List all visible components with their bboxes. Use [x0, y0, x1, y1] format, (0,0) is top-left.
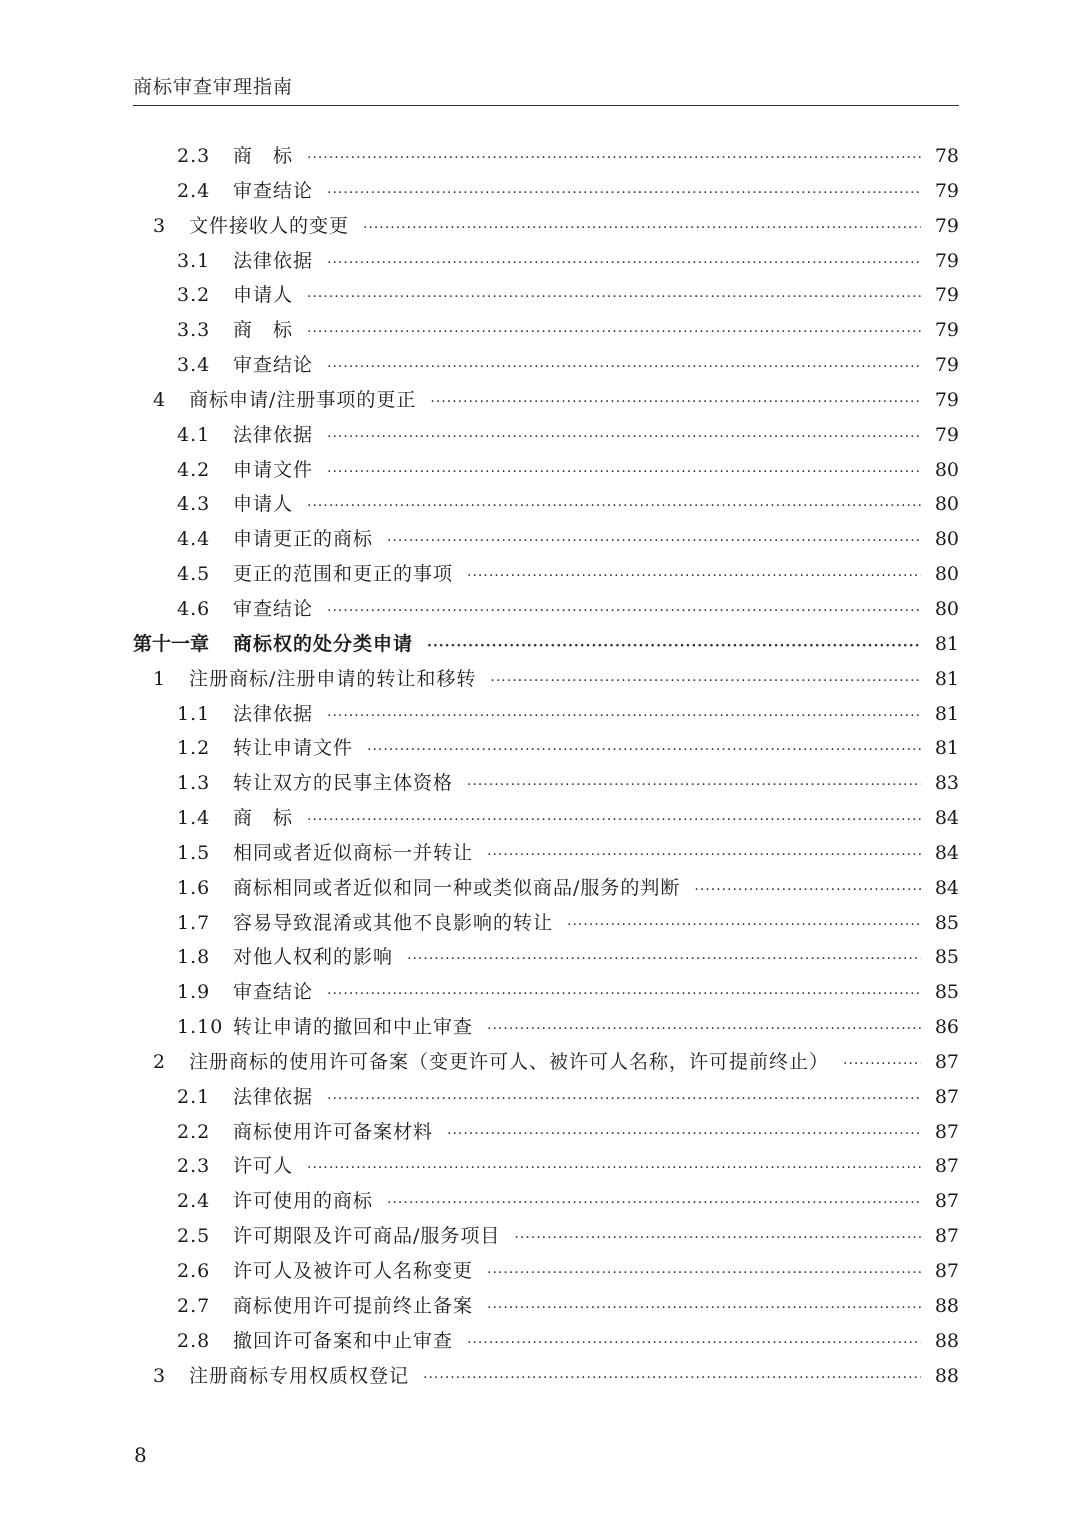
page-number: 8: [134, 1443, 147, 1467]
toc-entry[interactable]: [133, 1047, 959, 1082]
toc-entry-number: 4.6: [177, 597, 211, 620]
toc-entry-title: 更正的范围和更正的事项: [233, 563, 454, 586]
toc-entry[interactable]: [133, 420, 959, 455]
toc-entry-number: 4.3: [177, 493, 211, 516]
toc-entry-number: 1.6: [177, 876, 211, 899]
toc-entry-title: 许可人: [233, 1155, 294, 1178]
toc-entry-title: 许可使用的商标: [233, 1190, 374, 1213]
toc-dot-leader: [694, 882, 921, 898]
toc-dot-leader: [307, 812, 921, 828]
toc-entry-number: 4.4: [177, 528, 211, 551]
toc-entry-number: 2.6: [177, 1260, 211, 1282]
toc-entry[interactable]: [133, 733, 959, 768]
toc-entry-title: 法律依据: [233, 249, 314, 272]
toc-dot-leader: [447, 1126, 921, 1142]
toc-entry[interactable]: [133, 141, 959, 176]
toc-entry-title: 商 标: [233, 145, 294, 167]
toc-entry-number: 1.3: [177, 772, 211, 795]
toc-dot-leader: [367, 742, 921, 758]
toc-entry[interactable]: [133, 977, 959, 1012]
toc-entry-page: 85: [934, 911, 959, 934]
toc-entry-title: 转让申请的撤回和中止审查: [233, 1016, 474, 1039]
toc-entry-title: 商标权的处分类申请: [233, 632, 414, 655]
toc-entry-number: 1.9: [177, 981, 211, 1004]
toc-entry-title: 申请文件: [233, 458, 314, 481]
toc-dot-leader: [327, 255, 921, 271]
toc-entry-title: 对他人权利的影响: [233, 946, 394, 969]
toc-entry-page: 79: [934, 249, 959, 272]
toc-entry[interactable]: [133, 1291, 959, 1326]
header-rule: [133, 105, 959, 106]
toc-entry-number: 1: [153, 667, 166, 690]
toc-entry-page: 83: [934, 772, 959, 795]
toc-dot-leader: [430, 394, 921, 410]
toc-entry-title: 审查结论: [233, 981, 314, 1004]
toc-entry-title: 撤回许可备案和中止审查: [233, 1329, 454, 1352]
toc-entry-title: 商标使用许可提前终止备案: [233, 1294, 474, 1317]
toc-entry-title: 申请人: [233, 284, 294, 307]
toc-entry-title: 许可期限及许可商品/服务项目: [233, 1225, 501, 1248]
toc-entry-page: 87: [934, 1260, 959, 1282]
toc-entry-number: 2.5: [177, 1225, 211, 1248]
toc-entry-title: 转让双方的民事主体资格: [233, 772, 454, 795]
toc-entry-number: 1.1: [177, 702, 211, 725]
toc-entry-title: 商标使用许可备案材料: [233, 1120, 434, 1143]
toc-entry-number: 1.4: [177, 807, 211, 830]
toc-entry[interactable]: [133, 768, 959, 803]
toc-entry-number: 2: [153, 1050, 166, 1073]
toc-entry-title: 许可人及被许可人名称变更: [233, 1260, 474, 1282]
toc-entry-title: 法律依据: [233, 702, 314, 725]
toc-entry-title: 转让申请文件: [233, 737, 354, 760]
toc-dot-leader: [327, 464, 921, 480]
toc-entry-page: 80: [934, 528, 959, 551]
toc-entry-title: 商标相同或者近似和同一种或类似商品/服务的判断: [233, 876, 681, 899]
toc-entry-title: 申请人: [233, 493, 294, 516]
toc-entry-title: 法律依据: [233, 423, 314, 446]
toc-entry[interactable]: [133, 1221, 959, 1256]
toc-dot-leader: [307, 324, 921, 340]
toc-entry-page: 80: [934, 458, 959, 481]
toc-entry-number: 3: [153, 214, 166, 237]
toc-entry-page: 81: [934, 667, 959, 690]
toc-entry[interactable]: [133, 594, 959, 629]
toc-entry[interactable]: [133, 246, 959, 281]
toc-entry[interactable]: [133, 1117, 959, 1152]
toc-dot-leader: [487, 1300, 921, 1316]
toc-entry[interactable]: [133, 176, 959, 211]
toc-entry-number: 1.5: [177, 841, 211, 864]
toc-entry-page: 79: [934, 388, 959, 411]
toc-entry[interactable]: [133, 455, 959, 490]
toc-entry-title: 商 标: [233, 807, 294, 830]
toc-entry-page: 87: [934, 1225, 959, 1248]
toc-entry-page: 80: [934, 597, 959, 620]
toc-entry-number: 2.3: [177, 145, 211, 167]
toc-entry[interactable]: [133, 1012, 959, 1047]
toc-dot-leader: [327, 185, 921, 201]
toc-entry[interactable]: [133, 664, 959, 699]
toc-entry-number: 4.5: [177, 563, 211, 586]
toc-entry-page: 80: [934, 493, 959, 516]
toc-entry-title: 审查结论: [233, 597, 314, 620]
toc-dot-leader: [307, 1160, 921, 1176]
toc-entry[interactable]: [133, 315, 959, 350]
toc-entry[interactable]: [133, 1361, 959, 1396]
toc-dot-leader: [467, 568, 921, 584]
toc-entry-page: 87: [934, 1155, 959, 1178]
toc-entry-page: 85: [934, 946, 959, 969]
toc-entry-number: 2.1: [177, 1085, 211, 1108]
toc-entry-number: 2.4: [177, 179, 211, 202]
toc-entry[interactable]: [133, 489, 959, 524]
toc-entry-number: 3.4: [177, 354, 211, 377]
toc-dot-leader: [423, 1370, 921, 1386]
toc-entry-page: 79: [934, 214, 959, 237]
toc-dot-leader: [327, 359, 921, 375]
toc-dot-leader: [567, 917, 921, 933]
toc-dot-leader: [843, 1056, 921, 1072]
toc-entry-page: 79: [934, 319, 959, 342]
toc-entry-number: 2.4: [177, 1190, 211, 1213]
toc-entry-title: 注册商标专用权质权登记: [189, 1364, 410, 1387]
toc-dot-leader: [487, 1021, 921, 1037]
toc-entry-title: 容易导致混淆或其他不良影响的转让: [233, 911, 554, 934]
toc-entry[interactable]: [133, 908, 959, 943]
toc-entry[interactable]: [133, 211, 959, 246]
toc-entry-page: 78: [934, 145, 959, 167]
toc-entry-number: 1.8: [177, 946, 211, 969]
toc-entry-number: 4.1: [177, 423, 211, 446]
toc-entry-number: 3.1: [177, 249, 211, 272]
toc-entry-number: 3.3: [177, 319, 211, 342]
toc-entry[interactable]: [133, 838, 959, 873]
toc-entry-title: 审查结论: [233, 354, 314, 377]
toc-entry-number: 2.2: [177, 1120, 211, 1143]
toc-entry[interactable]: [133, 559, 959, 594]
toc-entry-title: 相同或者近似商标一并转让: [233, 841, 474, 864]
toc-dot-leader: [387, 533, 921, 549]
toc-entry-number: 2.8: [177, 1329, 211, 1352]
toc-entry-page: 79: [934, 179, 959, 202]
toc-dot-leader: [514, 1230, 921, 1246]
toc-entry[interactable]: [133, 1082, 959, 1117]
toc-entry-number: 第十一章: [133, 632, 210, 655]
toc-entry-page: 86: [934, 1016, 959, 1039]
toc-entry-page: 87: [934, 1085, 959, 1108]
toc-entry-title: 审查结论: [233, 179, 314, 202]
toc-entry[interactable]: [133, 1256, 959, 1291]
toc-dot-leader: [467, 1335, 921, 1351]
toc-dot-leader: [327, 603, 921, 619]
toc-entry-page: 85: [934, 981, 959, 1004]
toc-entry-page: 80: [934, 563, 959, 586]
toc-entry-title: 注册商标的使用许可备案（变更许可人、被许可人名称，许可提前终止）: [189, 1050, 830, 1073]
toc-entry-page: 81: [934, 737, 959, 760]
toc-entry-page: 81: [934, 632, 959, 655]
running-header: 商标审查审理指南: [133, 76, 294, 98]
toc-entry-number: 3.2: [177, 284, 211, 307]
toc-dot-leader: [307, 498, 921, 514]
toc-entry-title: 商标申请/注册事项的更正: [189, 388, 417, 411]
toc-entry-title: 法律依据: [233, 1085, 314, 1108]
toc-entry-number: 3: [153, 1364, 166, 1387]
toc-entry[interactable]: [133, 524, 959, 559]
toc-dot-leader: [467, 777, 921, 793]
toc-entry-number: 1.7: [177, 911, 211, 934]
toc-entry-page: 81: [934, 702, 959, 725]
toc-entry-page: 84: [934, 876, 959, 899]
toc-entry[interactable]: [133, 350, 959, 385]
toc-entry[interactable]: [133, 1186, 959, 1221]
toc-dot-leader: [327, 429, 921, 445]
toc-dot-leader: [407, 951, 921, 967]
toc-dot-leader: [487, 847, 921, 863]
toc-entry-title: 文件接收人的变更: [189, 214, 350, 237]
toc-entry-title: 注册商标/注册申请的转让和移转: [189, 667, 477, 690]
toc-entry-number: 4.2: [177, 458, 211, 481]
toc-entry[interactable]: [133, 942, 959, 977]
toc-entry-page: 87: [934, 1190, 959, 1213]
toc-entry-page: 88: [934, 1364, 959, 1387]
toc-entry-number: 4: [153, 388, 166, 411]
toc-entry-number: 1.2: [177, 737, 211, 760]
toc-dot-leader: [327, 986, 921, 1002]
toc-entry-page: 79: [934, 354, 959, 377]
toc-dot-leader: [387, 1195, 921, 1211]
toc-entry-page: 84: [934, 807, 959, 830]
toc-dot-leader: [327, 1091, 921, 1107]
toc-entry[interactable]: [133, 873, 959, 908]
toc-entry-page: 88: [934, 1329, 959, 1352]
toc-entry-page: 87: [934, 1050, 959, 1073]
toc-dot-leader: [487, 1265, 921, 1281]
table-of-contents: [133, 141, 959, 1395]
toc-entry[interactable]: [133, 1151, 959, 1186]
toc-entry-title: 商 标: [233, 319, 294, 342]
toc-entry-page: 79: [934, 284, 959, 307]
toc-entry[interactable]: [133, 385, 959, 420]
toc-dot-leader: [490, 673, 921, 689]
toc-dot-leader: [427, 638, 921, 654]
toc-entry[interactable]: [133, 1326, 959, 1361]
toc-entry-page: 88: [934, 1294, 959, 1317]
toc-entry[interactable]: [133, 280, 959, 315]
toc-entry-page: 79: [934, 423, 959, 446]
toc-dot-leader: [327, 708, 921, 724]
toc-entry[interactable]: [133, 803, 959, 838]
toc-entry-number: 1.10: [177, 1016, 224, 1039]
toc-entry-title: 申请更正的商标: [233, 528, 374, 551]
toc-dot-leader: [363, 220, 921, 236]
toc-entry-number: 2.3: [177, 1155, 211, 1178]
toc-entry-page: 84: [934, 841, 959, 864]
toc-entry-number: 2.7: [177, 1294, 211, 1317]
toc-entry[interactable]: [133, 699, 959, 734]
toc-dot-leader: [307, 150, 921, 166]
toc-dot-leader: [307, 289, 921, 305]
toc-entry-page: 87: [934, 1120, 959, 1143]
toc-chapter-entry[interactable]: [133, 629, 959, 664]
